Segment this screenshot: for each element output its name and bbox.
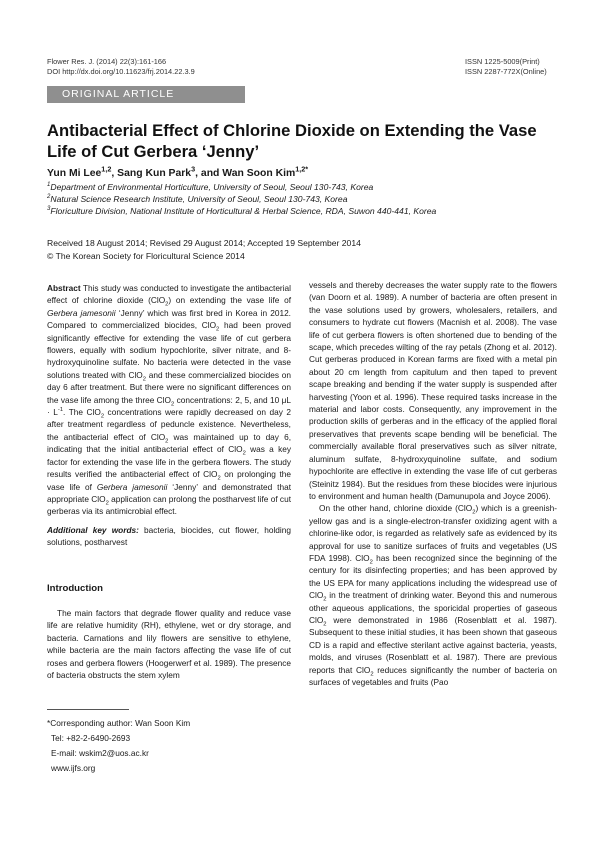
subscript: 2 <box>323 596 327 603</box>
affiliation-text: Natural Science Research Institute, University of Seoul, Seoul 130-743, Korea <box>50 194 348 204</box>
affiliation-mark: 1 <box>47 182 51 189</box>
copyright-line: © The Korean Society for Floricultural Science 2014 <box>47 250 245 261</box>
subscript: 2 <box>170 401 175 408</box>
body-paragraph: The main factors that degrade flower quality and reduce vase life are relative humidity (RH), ethylene, wet or dry storage, and bacteria. Carnations and lily flowers are sensitive to ethylene, while bacteria are the main factors affecting the vase life of cut roses and gerbera flowers (Hoogerwerf et al. 1989). The presence of bacteria obstructs the stem xylem <box>47 608 291 681</box>
body-text: in the treatment of drinking water. Beyond this and numerous other aqueous applications, the sporicidal properties of gaseous ClO <box>309 590 557 625</box>
abstract-text: application can prolong the postharvest life of cut gerberas via its antimicrobial effect. <box>47 493 291 517</box>
body-text: has been recognized since the beginning of the century for its disinfecting properties; and has been approved by the US EPA for many applications including the widespread use of ClO <box>309 552 557 601</box>
abstract-text: was a key factor for extending the vase life in the gerbera flowers. The study results verified the antibacterial effect of ClO <box>47 444 291 480</box>
subscript: 2 <box>242 450 246 457</box>
doi-line[interactable]: DOI http://dx.doi.org/10.11623/frj.2014.22.3.9 <box>47 67 195 76</box>
author-affiliation-mark: 3 <box>191 164 196 174</box>
abstract-text: had been proved significantly effective for extending the vase life of cut gerbera flowers, equally with sodium hypochlorite, silver nitrate, and 8-hydroxyquinoline sulfate. No bacteria were detected in the vase solutions treated with ClO <box>47 320 291 380</box>
author-separator: , <box>111 168 118 179</box>
publication-dates: Received 18 August 2014; Revised 29 August 2014; Accepted 19 September 2014 <box>47 238 361 248</box>
abstract-label: Abstract <box>47 283 81 293</box>
body-text: reduces significantly the number of bacteria on surfaces of vegetables and fruits (Pao <box>309 664 558 687</box>
article-type-banner: ORIGINAL ARTICLE <box>47 86 245 103</box>
website-link[interactable]: www.ijfs.org <box>51 763 96 773</box>
abstract-text: on prolonging the vase life of <box>47 469 291 492</box>
section-heading-introduction: Introduction <box>47 583 103 594</box>
author-affiliation-mark: 1,2* <box>295 164 309 174</box>
affiliation-text: Department of Environmental Horticulture, University of Seoul, Seoul 130-743, Korea <box>50 182 374 192</box>
affiliation-list <box>47 181 567 217</box>
body-text: On the other hand, chlorine dioxide (ClO <box>319 503 473 514</box>
abstract-text: This study was conducted to investigate the antibacterial effect of chlorine dioxide (ClO <box>47 283 291 306</box>
keywords-label: Additional key words: <box>47 524 139 535</box>
history-block <box>47 237 361 262</box>
superscript: -1 <box>57 407 64 414</box>
issn-print: ISSN 1225-5009(Print) <box>465 57 540 66</box>
author-affiliation-mark: 1,2 <box>101 164 112 174</box>
subscript: 2 <box>369 559 373 566</box>
affiliation <box>47 205 567 217</box>
author-list <box>47 164 309 179</box>
abstract-paragraph <box>47 282 291 518</box>
affiliation-text: Floriculture Division, National Institute of Horticultural & Herbal Science, RDA, Suwon 440-441, Korea <box>50 206 437 216</box>
subscript: 2 <box>216 326 220 333</box>
abstract-text: and these commercialized biocides on day 6 after treatment. But there were no significant differences on the vase life among the three ClO <box>47 369 291 405</box>
affiliation-mark: 2 <box>47 194 51 201</box>
abstract-text: concentrations were rapidly decreased on day 2 after treatment regardless of peduncle existence. Nevertheless, the antibacterial effect of ClO <box>47 407 291 442</box>
author-name: Sang Kun Park <box>117 168 192 179</box>
subscript: 2 <box>217 475 221 482</box>
issn-block <box>465 57 547 77</box>
citation-line: Flower Res. J. (2014) 22(3):161-166 <box>47 57 167 66</box>
footnote-divider <box>47 709 129 710</box>
subscript: 2 <box>165 302 169 309</box>
article-title: Antibacterial Effect of Chlorine Dioxide on Extending the Vase Life of Cut Gerbera ‘Jenny’ <box>47 121 537 161</box>
abstract-text: concentrations: 2, 5, and 10 μL · L <box>47 394 291 418</box>
subscript: 2 <box>323 621 327 628</box>
abstract-text: ) on extending the vase life of <box>168 295 292 306</box>
subscript: 2 <box>370 671 374 678</box>
abstract-text: ‘Jenny’ and demonstrated that appropriate ClO <box>47 481 292 504</box>
author-name: Wan Soon Kim <box>222 168 296 179</box>
subscript: 2 <box>165 438 169 445</box>
body-text: ) which is a greenish-yellow gas and is a single-electron-transfer oxidizing agent with a chlorine-like odor, is regarded as relatively safe as evidenced by its approval for use to sanitize surfaces of fruits and vegetables (US FDA 1998). ClO <box>309 503 557 563</box>
affiliation <box>47 181 567 193</box>
subscript: 2 <box>105 500 109 507</box>
affiliation-mark: 3 <box>47 206 51 213</box>
keywords-text: bacteria, biocides, cut flower, holding solutions, postharvest <box>47 524 291 548</box>
species-name: Gerbera jamesonii <box>96 481 168 492</box>
issn-online: ISSN 2287-772X(Online) <box>465 67 547 76</box>
subscript: 2 <box>142 376 146 383</box>
subscript: 2 <box>100 413 105 420</box>
email-link[interactable]: E-mail: wskim2@uos.ac.kr <box>51 748 149 758</box>
abstract-block <box>47 282 291 549</box>
species-name: Gerbera jamesonii <box>47 307 116 318</box>
author-separator: , and <box>195 168 223 179</box>
body-text: were demonstrated in 1986 (Rosenblatt et al. 1987). Subsequent to these initial studies, it has been shown that gaseous CD is a rapid and effective sterilant active against bacteria, yeasts, molds, and viruses (Rosenblatt et al. 1987). There are previous reports that ClO <box>309 614 557 675</box>
correspondence-footnote <box>47 716 190 776</box>
phone: Tel: +82-2-6490-2693 <box>51 733 131 743</box>
corresponding-author: *Corresponding author: Wan Soon Kim <box>47 718 191 728</box>
body-paragraph: vessels and thereby decreases the water supply rate to the flowers (van Doorn et al. 1989). A number of bacteria are often present in the vase solutions used by growers, wholesalers, retailers, and consumers to hydrate cut flowers (Macnish et al. 2008). The vase life of cut gerbera flowers is often shortened due to bending of the scape, which precedes wilting of the ray petals (Zhong et al. 2012). Cut gerberas produced in Korean farms are fixed with a metal pin about 20 cm length from capitulum and then taped to prevent scape breaking and bending if the water supply is suspended after harvesting (Yoon et al. 1996). These required tasks increase in the material and labor costs. Consequently, any improvement in the production skills of gerberas and in the efficacy of the applied floral preservatives that prevents scape bending will be beneficial. The commercially available floral preservatives such as silver nitrate, aluminum sulfate, 8-hydroxyquinoline sulfate, and sodium hypochlorite are effective in extending the vase life of cut gerberas (Steinitz 1984). But the residues from these biocides were injurious to environment and human health (Damunupola and Joyce 2006). <box>309 280 557 501</box>
body-paragraph <box>309 502 557 688</box>
right-column <box>309 279 557 688</box>
author-name: Yun Mi Lee <box>47 168 102 179</box>
abstract-text: ‘Jenny’ which was first bred in Korea in 2012. Compared to commercialized biocides, ClO <box>47 307 291 331</box>
affiliation <box>47 193 567 205</box>
abstract-text: was maintained up to day 6, indicating that the initial antibacterial effect of ClO <box>47 431 292 455</box>
keywords <box>47 524 291 549</box>
introduction-left <box>47 607 291 681</box>
abstract-text: . The ClO <box>63 407 101 418</box>
journal-citation <box>47 57 195 77</box>
subscript: 2 <box>472 509 476 516</box>
